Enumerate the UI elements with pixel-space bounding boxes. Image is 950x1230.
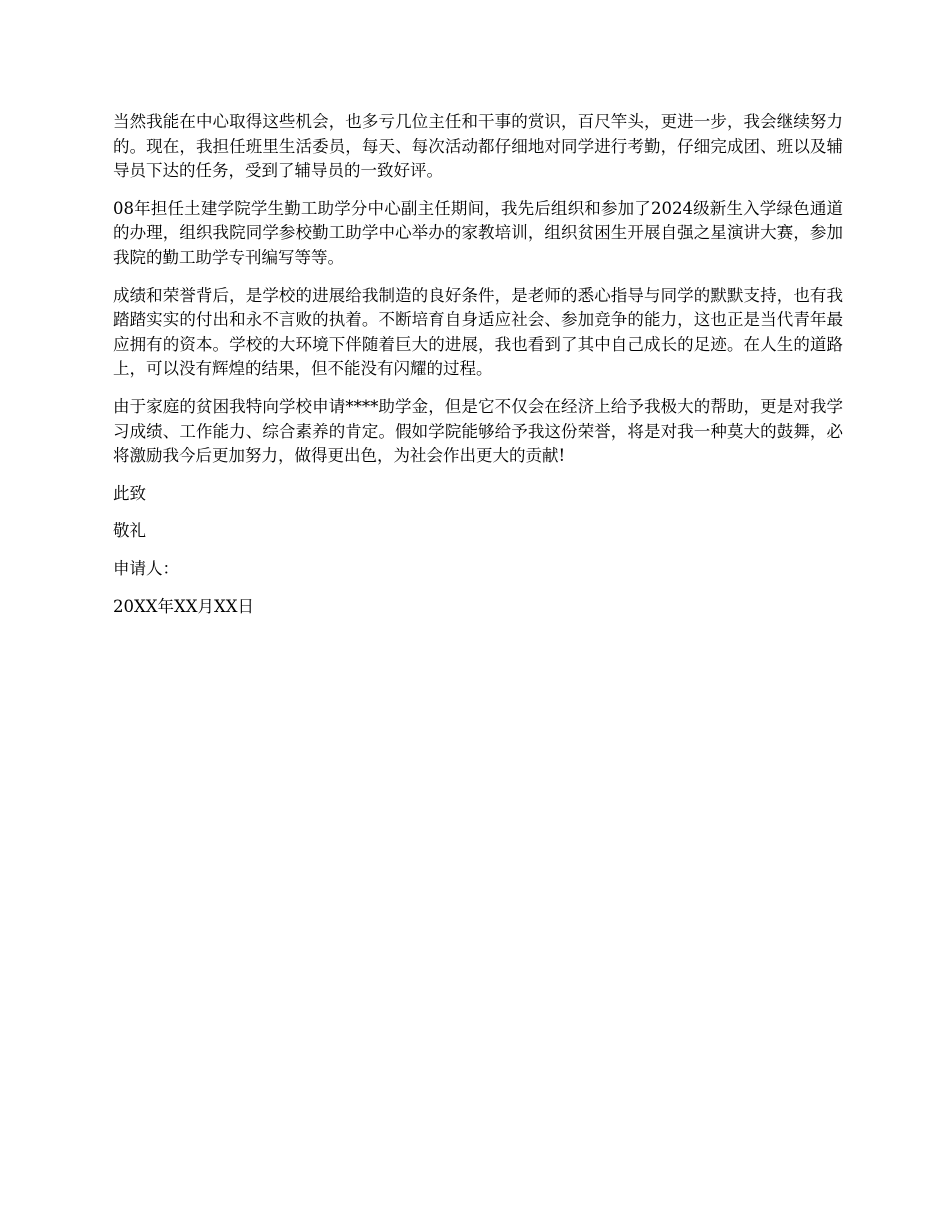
document-date: 20XX年XX月XX日	[113, 596, 254, 616]
body-paragraph-3: 成绩和荣誉背后，是学校的进展给我制造的良好条件，是老师的悉心指导与同学的默默支持，也有我踏踏实实的付出和永不言败的执着。不断培育自身适应社会、参加竞争的能力，这也正是当代青年最应拥有的资本。学校的大环境下伴随着巨大的进展，我也看到了其中自己成长的足迹。在人生的道路上，可以没有辉煌的结果，但不能没有闪耀的过程。	[113, 285, 843, 379]
document-page	[113, 110, 843, 632]
body-paragraph-2: 08年担任土建学院学生勤工助学分中心副主任期间，我先后组织和参加了2024级新生入学绿色通道的办理，组织我院同学参校勤工助学中心举办的家教培训，组织贫困生开展自强之星演讲大赛，参加我院的勤工助学专刊编写等等。	[113, 198, 843, 267]
closing-salutation: 此致	[113, 483, 146, 503]
body-paragraph-1: 当然我能在中心取得这些机会，也多亏几位主任和干事的赏识，百尺竿头，更进一步，我会继续努力的。现在，我担任班里生活委员，每天、每次活动都仔细地对同学进行考勤，仔细完成团、班以及辅导员下达的任务，受到了辅导员的一致好评。	[113, 112, 843, 181]
body-paragraph-4: 由于家庭的贫困我特向学校申请****助学金，但是它不仅会在经济上给予我极大的帮助，更是对我学习成绩、工作能力、综合素养的肯定。假如学院能够给予我这份荣誉，将是对我一种莫大的鼓舞，必将激励我今后更加努力，做得更出色，为社会作出更大的贡献!	[113, 396, 843, 466]
applicant-label: 申请人：	[113, 558, 179, 578]
closing-regards: 敬礼	[113, 521, 146, 541]
